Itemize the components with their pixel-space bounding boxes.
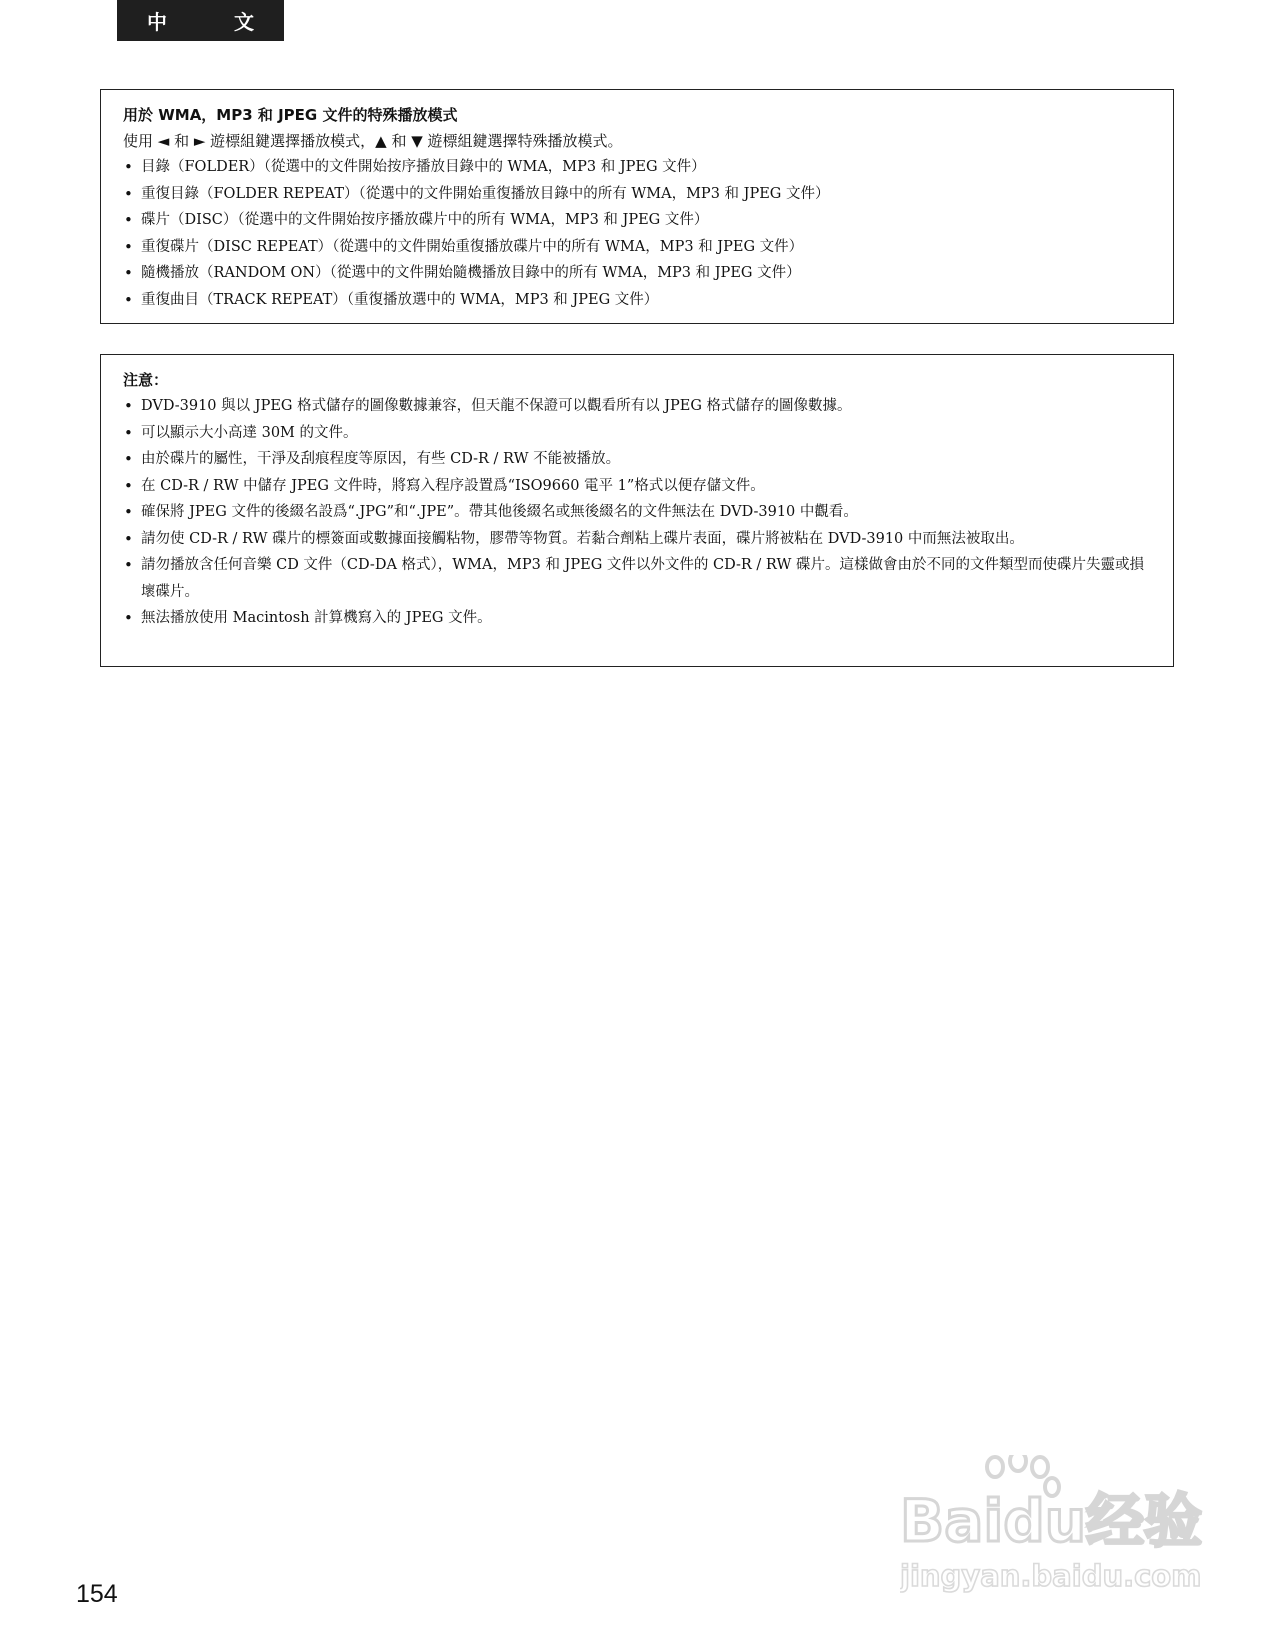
list-item: • 在 CD-R / RW 中儲存 JPEG 文件時，將寫入程序設置爲“ISO9660 電平 1”格式以便存儲文件。 [123, 473, 1151, 500]
baidu-watermark [900, 1455, 1210, 1595]
page-number: 154 [76, 1580, 118, 1608]
list-item: • 可以顯示大小高達 30M 的文件。 [123, 420, 1151, 447]
play-mode-list [123, 154, 1151, 313]
list-item: • 重復碟片（DISC REPEAT）（從選中的文件開始重復播放碟片中的所有 WMA，MP3 和 JPEG 文件） [123, 234, 1151, 261]
list-item: • 碟片（DISC）（從選中的文件開始按序播放碟片中的所有 WMA，MP3 和 JPEG 文件） [123, 207, 1151, 234]
list-item: • 重復目錄（FOLDER REPEAT）（從選中的文件開始重復播放目錄中的所有 WMA，MP3 和 JPEG 文件） [123, 181, 1151, 208]
list-item: • DVD-3910 與以 JPEG 格式儲存的圖像數據兼容，但天龍不保證可以觀看所有以 JPEG 格式儲存的圖像數據。 [123, 393, 1151, 420]
special-play-modes-intro: 使用 ◄ 和 ► 遊標組鍵選擇播放模式，▲ 和 ▼ 遊標組鍵選擇特殊播放模式。 [123, 132, 623, 150]
list-item: • 目錄（FOLDER）（從選中的文件開始按序播放目錄中的 WMA，MP3 和 JPEG 文件） [123, 154, 1151, 181]
watermark-url: jingyan.baidu.com [900, 1559, 1202, 1593]
language-tab: 中 文 [117, 0, 284, 41]
list-item: • 重復曲目（TRACK REPEAT）（重復播放選中的 WMA，MP3 和 JPEG 文件） [123, 287, 1151, 314]
notes-box [100, 354, 1174, 667]
special-play-modes-title: 用於 WMA，MP3 和 JPEG 文件的特殊播放模式 [123, 106, 458, 124]
list-item: • 請勿使 CD-R / RW 碟片的標簽面或數據面接觸粘物，膠帶等物質。若黏合劑粘上碟片表面，碟片將被粘在 DVD-3910 中而無法被取出。 [123, 526, 1151, 553]
list-item: • 由於碟片的屬性，干淨及刮痕程度等原因，有些 CD-R / RW 不能被播放。 [123, 446, 1151, 473]
special-play-modes-box [100, 89, 1174, 324]
list-item: • 請勿播放含任何音樂 CD 文件（CD-DA 格式），WMA，MP3 和 JPEG 文件以外文件的 CD-R / RW 碟片。這樣做會由於不同的文件類型而使碟片失靈或損壞碟片。 [123, 552, 1151, 605]
list-item: • 確保將 JPEG 文件的後綴名設爲“.JPG”和“.JPE”。帶其他後綴名或無後綴名的文件無法在 DVD-3910 中觀看。 [123, 499, 1151, 526]
watermark-brand: Baidu经验 [900, 1487, 1203, 1555]
list-item: • 無法播放使用 Macintosh 計算機寫入的 JPEG 文件。 [123, 605, 1151, 632]
list-item: • 隨機播放（RANDOM ON）（從選中的文件開始隨機播放目錄中的所有 WMA，MP3 和 JPEG 文件） [123, 260, 1151, 287]
notes-list [123, 393, 1151, 632]
notes-title: 注意： [123, 371, 169, 389]
